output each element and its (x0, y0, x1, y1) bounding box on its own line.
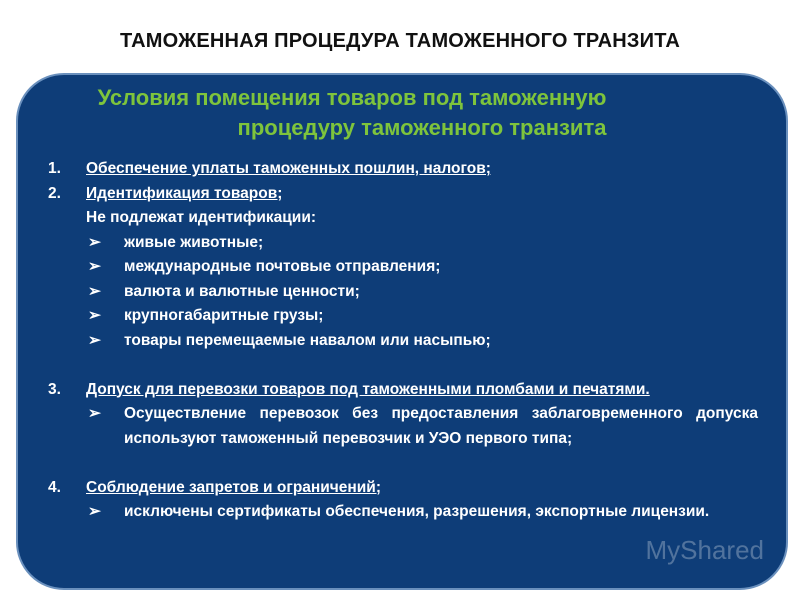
list-item-4 (48, 476, 758, 501)
arrow-bullet-icon: ➢ (88, 258, 101, 275)
list-item-text: Допуск для перевозки товаров под таможенными пломбами и печатями. (86, 380, 650, 398)
panel-heading-line-1: Условия помещения товаров под таможенную (97, 85, 607, 110)
spacer (48, 451, 758, 476)
arrow-bullet-icon: ➢ (88, 331, 101, 349)
no-identification-label: Не подлежат идентификации: (86, 209, 317, 226)
bullet-text: исключены сертификаты обеспечения, разрешения, экспортные лицензии. (124, 503, 710, 520)
panel-heading-line-2: процедуру таможенного транзита (237, 115, 607, 140)
arrow-bullet-icon: ➢ (88, 307, 101, 324)
arrow-bullet-icon: ➢ (88, 503, 101, 520)
arrow-bullet-icon: ➢ (88, 282, 101, 300)
bullet-text: валюта и валютные ценности; (124, 282, 360, 300)
arrow-bullet-icon: ➢ (88, 233, 101, 251)
list-item-3 (48, 378, 758, 403)
list-item-2 (48, 182, 758, 207)
bullet-item (48, 304, 758, 329)
list-number: 3. (48, 380, 61, 398)
bullet-text: крупногабаритные грузы; (124, 307, 324, 324)
watermark: MyShared (645, 535, 764, 565)
page-title: ТАМОЖЕННАЯ ПРОЦЕДУРА ТАМОЖЕННОГО ТРАНЗИТА (119, 30, 681, 52)
list-number: 1. (48, 160, 61, 177)
bullet-item (48, 402, 758, 451)
conditions-list (48, 157, 758, 525)
bullet-item (48, 280, 758, 305)
list-number: 4. (48, 478, 61, 496)
bullet-text: международные почтовые отправления; (124, 258, 441, 275)
bullet-item (48, 231, 758, 256)
bullet-item (48, 500, 758, 525)
list-item-1 (48, 157, 758, 182)
list-item-text: Обеспечение уплаты таможенных пошлин, налогов; (86, 160, 491, 177)
list-item-text: Идентификация товаров; (86, 184, 283, 202)
bullet-item (48, 329, 758, 354)
panel-heading (18, 83, 786, 143)
bullet-item (48, 255, 758, 280)
list-item-text: Соблюдение запретов и ограничений; (86, 478, 381, 496)
conditions-panel (16, 73, 788, 590)
spacer (48, 353, 758, 378)
bullet-text: товары перемещаемые навалом или насыпью; (124, 331, 491, 349)
bullet-text: живые животные; (124, 233, 264, 251)
bullet-text: Осуществление перевозок без предоставления заблаговременного допуска используют таможенный перевозчик и УЭО первого типа; (124, 405, 758, 447)
list-number: 2. (48, 184, 61, 202)
arrow-bullet-icon: ➢ (88, 405, 101, 422)
